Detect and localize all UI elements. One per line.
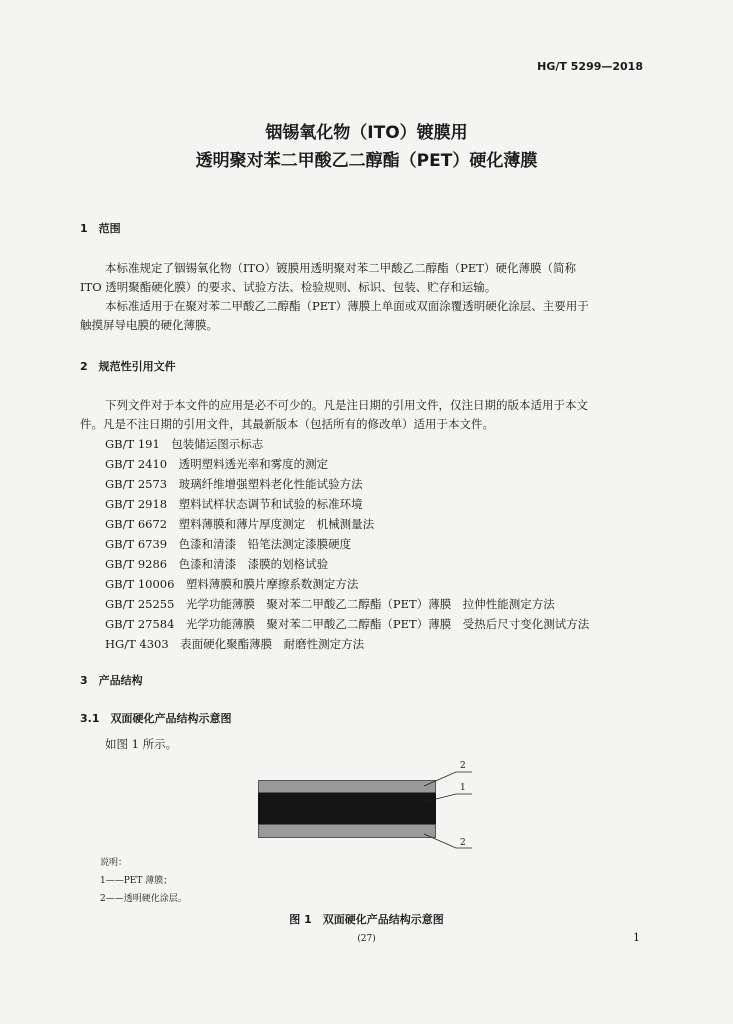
figure-note-title: 说明： [100, 858, 128, 868]
title-line-1: 铟锡氧化物（ITO）镀膜用 [265, 123, 468, 143]
reference-item: GB/T 2918 塑料试样状态调节和试验的标准环境 [105, 497, 363, 511]
section-1-heading: 1 范围 [80, 222, 121, 235]
sec1-para1-line2: ITO 透明聚酯硬化膜）的要求、试验方法、检验规则、标识、包装、贮存和运输。 [80, 280, 497, 294]
bottom-coating-layer [258, 824, 436, 838]
callout-label-top: 2 [460, 761, 466, 771]
section-3-heading: 3 产品结构 [80, 674, 143, 687]
figure-note-2: 2——透明硬化涂层。 [100, 894, 187, 904]
reference-item: HG/T 4303 表面硬化聚酯薄膜 耐磨性测定方法 [105, 637, 365, 651]
title-line-2: 透明聚对苯二甲酸乙二醇酯（PET）硬化薄膜 [195, 151, 538, 171]
sec1-para2-line1: 本标准适用于在聚对苯二甲酸乙二醇酯（PET）薄膜上单面或双面涂覆透明硬化涂层、主要用于 [105, 299, 589, 313]
reference-item: GB/T 191 包装储运图示标志 [105, 437, 264, 451]
reference-item: GB/T 2573 玻璃纤维增强塑料老化性能试验方法 [105, 477, 363, 491]
footer-code: (27) [357, 934, 376, 944]
figure-reference-text: 如图 1 所示。 [105, 737, 178, 751]
reference-item: GB/T 9286 色漆和清漆 漆膜的划格试验 [105, 557, 329, 571]
sec2-para-line1: 下列文件对于本文件的应用是必不可少的。凡是注日期的引用文件，仅注日期的版本适用于本文 [105, 398, 588, 412]
callout-label-middle: 1 [460, 783, 466, 793]
pet-film-layer [258, 793, 436, 824]
layer-structure-diagram [258, 780, 436, 838]
callout-leader-middle [424, 794, 472, 802]
section-3-1-heading: 3.1 双面硬化产品结构示意图 [80, 712, 232, 725]
sec1-para1-line1: 本标准规定了铟锡氧化物（ITO）镀膜用透明聚对苯二甲酸乙二醇酯（PET）硬化薄膜（简称 [105, 261, 576, 275]
page-number: 1 [633, 931, 640, 944]
reference-item: GB/T 10006 塑料薄膜和膜片摩擦系数测定方法 [105, 577, 359, 591]
figure-note-1: 1——PET 薄膜； [100, 876, 173, 886]
reference-item: GB/T 27584 光学功能薄膜 聚对苯二甲酸乙二醇酯（PET）薄膜 受热后尺寸变化测试方法 [105, 617, 590, 631]
reference-item: GB/T 25255 光学功能薄膜 聚对苯二甲酸乙二醇酯（PET）薄膜 拉伸性能测定方法 [105, 597, 555, 611]
section-2-heading: 2 规范性引用文件 [80, 360, 176, 373]
reference-item: GB/T 2410 透明塑料透光率和雾度的测定 [105, 457, 329, 471]
callout-label-bottom: 2 [460, 838, 466, 848]
sec2-para-line2: 件。凡是不注日期的引用文件，其最新版本（包括所有的修改单）适用于本文件。 [80, 417, 494, 431]
sec1-para2-line2: 触摸屏导电膜的硬化薄膜。 [80, 318, 218, 332]
callout-leaders [420, 760, 480, 855]
reference-item: GB/T 6739 色漆和清漆 铅笔法测定漆膜硬度 [105, 537, 352, 551]
figure-caption: 图 1 双面硬化产品结构示意图 [289, 913, 444, 926]
standard-code: HG/T 5299—2018 [537, 60, 643, 73]
reference-item: GB/T 6672 塑料薄膜和薄片厚度测定 机械测量法 [105, 517, 375, 531]
top-coating-layer [258, 780, 436, 793]
